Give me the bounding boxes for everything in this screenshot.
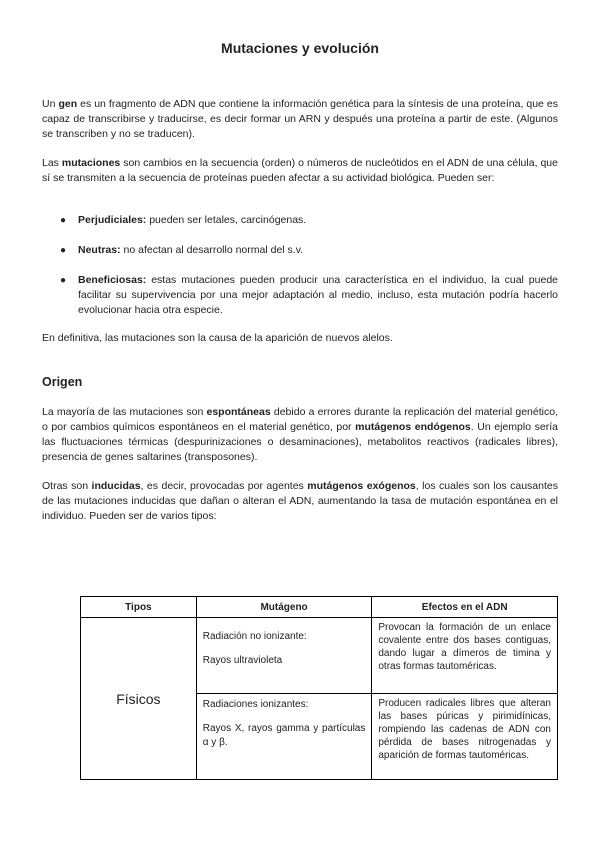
- mutagen-category: Radiaciones ionizantes:: [202, 699, 309, 710]
- column-header-tipos: Tipos: [81, 597, 197, 618]
- section-heading-origen: Origen: [42, 375, 83, 389]
- type-cell-fisicos: Físicos: [81, 618, 197, 780]
- mutagen-category: Radiación no ionizante:: [202, 631, 307, 642]
- table-row: [81, 618, 558, 694]
- mutagen-example: Rayos X, rayos gamma y partículas α y β.: [202, 723, 366, 748]
- bold-term: mutágenos exógenos: [307, 480, 416, 492]
- mutaciones-paragraph: [42, 156, 558, 186]
- list-item-perjudiciales: [42, 213, 558, 228]
- text-run: Un: [42, 98, 59, 110]
- text-run: , es decir, provocadas por agentes: [140, 480, 308, 492]
- text-run: La mayoría de las mutaciones son: [42, 406, 207, 418]
- column-header-efectos: Efectos en el ADN: [372, 597, 558, 618]
- bold-term: inducidas: [91, 480, 141, 492]
- conclusion-paragraph: En definitiva, las mutaciones son la causa de la aparición de nuevos alelos.: [42, 332, 393, 344]
- gen-paragraph: [42, 97, 558, 142]
- bullet-icon: ●: [60, 215, 67, 226]
- mutation-types-list-2: [42, 243, 558, 258]
- mutation-types-list-3: [42, 273, 558, 318]
- column-header-mutageno: Mutágeno: [196, 597, 372, 618]
- mutation-types-list: [42, 213, 558, 228]
- bold-term-mutaciones: mutaciones: [61, 157, 121, 169]
- mutagen-example: Rayos ultravioleta: [202, 655, 283, 666]
- list-term: Neutras:: [78, 244, 121, 256]
- list-text: pueden ser letales, carcinógenas.: [146, 214, 307, 226]
- bold-term-gen: gen: [58, 98, 78, 110]
- list-text: no afectan al desarrollo normal del s.v.: [120, 244, 304, 256]
- text-run: Las: [42, 157, 62, 169]
- bold-term: mutágenos endógenos: [355, 421, 471, 433]
- text-run: . Un ejemplo sería las fluctuaciones térmicas (despurinizaciones o desaminaciones), metabolitos reactivos (radicales libres), presencia de genes saltarines (transposones).: [42, 421, 558, 463]
- mutagen-cell: [196, 618, 372, 694]
- list-item-neutras: [42, 243, 558, 258]
- table-header-row: [81, 597, 558, 618]
- list-term: Beneficiosas:: [78, 274, 147, 286]
- text-run: es un fragmento de ADN que contiene la información genética para la síntesis de una proteína, que es capaz de transcribirse y traducirse, es decir formar un ARN y después una proteína a partir de este. (Algunos se transcriben y no se traducen).: [42, 98, 558, 140]
- inducidas-paragraph: [42, 479, 558, 524]
- espontaneas-paragraph: [42, 405, 558, 465]
- effect-cell: Producen radicales libres que alteran las bases púricas y pirimidínicas, rompiendo las cadenas de ADN con pérdida de bases nitrogenadas y aparición de formas tautoméricas.: [372, 694, 558, 780]
- text-run: son cambios en la secuencia (orden) o números de nucleótidos en el ADN de una célula, que sí se transmiten a la secuencia de proteínas pueden afectar a su actividad biológica. Pueden ser:: [42, 157, 558, 184]
- bold-term: espontáneas: [206, 406, 271, 418]
- text-run: Otras son: [42, 480, 92, 492]
- document-title: Mutaciones y evolución: [221, 40, 379, 56]
- mutagen-cell: [196, 694, 372, 780]
- list-text: estas mutaciones pueden producir una característica en el individuo, la cual puede facilitar su supervivencia por una mejor adaptación al medio, incluso, esta mutación podría hacerlo evolucionar hacia otra especie.: [78, 274, 558, 316]
- text-run: debido a errores durante la replicación del material genético, o por cambios químicos espontáneos en el material genético, por: [42, 406, 558, 433]
- text-run: , los cuales son los causantes de las mutaciones inducidas que dañan o alteran el ADN, aumentando la tasa de mutación espontánea en el individuo. Pueden ser de varios tipos:: [42, 480, 558, 522]
- bullet-icon: ●: [60, 275, 67, 286]
- bullet-icon: ●: [60, 245, 67, 256]
- list-item-beneficiosas: [42, 273, 558, 318]
- mutagen-table: [80, 596, 558, 780]
- list-term: Perjudiciales:: [78, 214, 147, 226]
- effect-cell: Provocan la formación de un enlace covalente entre dos bases contiguas, dando lugar a dímeros de timina y otras formas tautoméricas.: [372, 618, 558, 694]
